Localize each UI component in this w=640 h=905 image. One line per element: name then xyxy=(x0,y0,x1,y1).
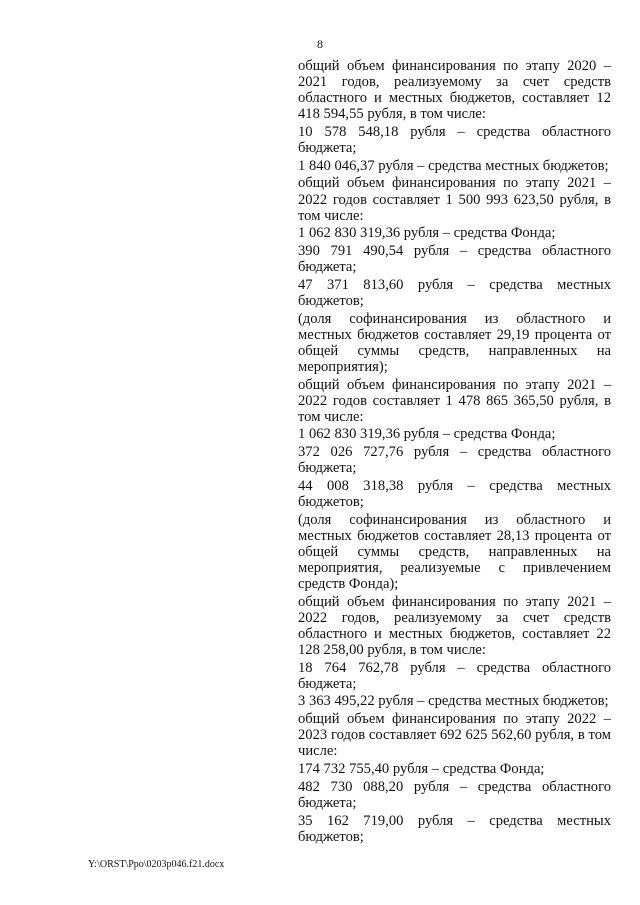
paragraph: общий объем финансирования по этапу 2022 – 2023 годов составляет 692 625 562,60 рубля, в том числе: xyxy=(298,711,611,760)
paragraph: 47 371 813,60 рубля – средства местных бюджетов; xyxy=(298,276,611,309)
paragraph: 44 008 318,38 рубля – средства местных бюджетов; xyxy=(298,477,611,510)
paragraph: 10 578 548,18 рубля – средства областного бюджета; xyxy=(298,123,611,157)
paragraph: 3 363 495,22 рубля – средства местных бюджетов; xyxy=(298,693,609,710)
paragraph: 372 026 727,76 рубля – средства областного бюджета; xyxy=(298,444,611,477)
paragraph: 390 791 490,54 рубля – средства областного бюджета; xyxy=(298,243,611,276)
paragraph: (доля софинансирования из областного и местных бюджетов составляет 28,13 процента от общей суммы средств, направленных на мероприятия, реализуемые с привлечением средств Фонда); xyxy=(298,511,611,593)
footer-file-path: Y:\ORST\Ppo\0203p046.f21.docx xyxy=(88,859,225,870)
paragraph: общий объем финансирования по этапу 2021 – 2022 годов составляет 1 478 865 365,50 рубля, в том числе: xyxy=(298,376,611,425)
paragraph: 1 840 046,37 рубля – средства местных бюджетов; xyxy=(298,157,609,174)
paragraph: 1 062 830 319,36 рубля – средства Фонда; xyxy=(298,426,556,443)
paragraph: общий объем финансирования по этапу 2021 – 2022 годов составляет 1 500 993 623,50 рубля, в том числе: xyxy=(298,175,611,224)
paragraph: (доля софинансирования из областного и местных бюджетов составляет 29,19 процента от общей суммы средств, направленных на мероприятия); xyxy=(298,310,611,375)
paragraph: 18 764 762,78 рубля – средства областного бюджета; xyxy=(298,659,611,692)
paragraph: 482 730 088,20 рубля – средства областного бюджета; xyxy=(298,778,611,811)
paragraph: 174 732 755,40 рубля – средства Фонда; xyxy=(298,761,545,778)
paragraph: 1 062 830 319,36 рубля – средства Фонда; xyxy=(298,225,556,242)
paragraph: общий объем финансирования по этапу 2021 – 2022 годов, реализуемому за счет средств областного и местных бюджетов, составляет 22 128 258,00 рубля, в том числе: xyxy=(298,593,611,658)
paragraph: общий объем финансирования по этапу 2020 – 2021 годов, реализуемому за счет средств областного и местных бюджетов, составляет 12 418 594,55 рубля, в том числе: xyxy=(298,58,611,123)
paragraph: 35 162 719,00 рубля – средства местных бюджетов; xyxy=(298,812,611,845)
document-body xyxy=(298,58,611,846)
page-number: 8 xyxy=(317,37,323,51)
